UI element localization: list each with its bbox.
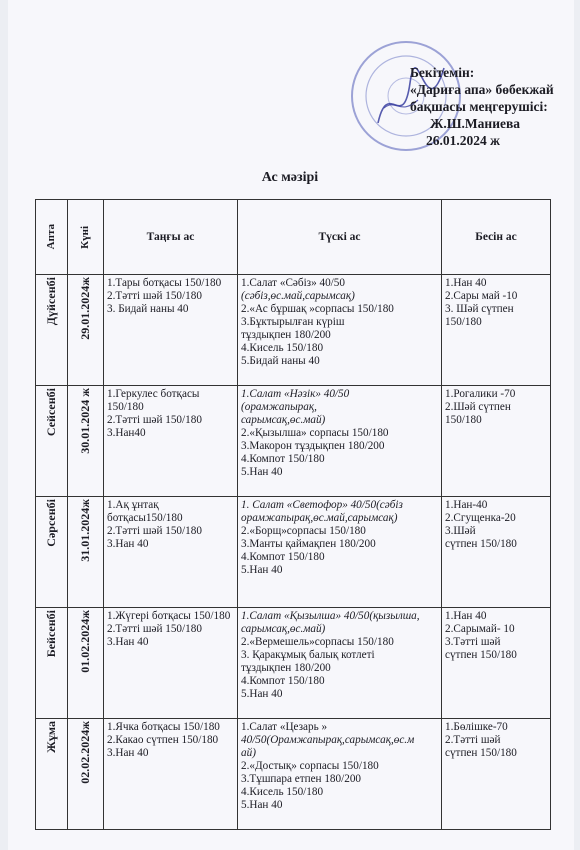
lunch-item: 4.Компот 150/180 [241, 453, 325, 465]
lunch-item: ай) [241, 747, 256, 759]
approval-line: 26.01.2024 ж [426, 133, 500, 148]
lunch-item: 3.Манты қаймақпен 180/200 [241, 538, 376, 550]
lunch-item: 2.«Қызылша» сорпасы 150/180 [241, 427, 389, 439]
approval-line: Ж.Ш.Маниева [430, 116, 521, 131]
breakfast-cell [104, 719, 238, 830]
snack-cell [442, 497, 551, 608]
lunch-item: 40/50(Орамжапырақ,сарымсақ,өс.м [241, 734, 415, 746]
snack-item: 1.Рогалики -70 [445, 388, 516, 400]
table-row [36, 275, 551, 386]
lunch-item: 1.Салат «Қызылша» 40/50(қызылша, [241, 610, 420, 622]
lunch-item: 3.Тұшпара етпен 180/200 [241, 773, 362, 785]
snack-item: 2.Сары май -10 [445, 290, 518, 302]
header-snack: Бесін ас [442, 200, 551, 275]
breakfast-item: 3.Нан 40 [107, 747, 149, 759]
breakfast-item: 1.Геркулес ботқасы 150/180 [107, 388, 200, 413]
snack-cell [442, 719, 551, 830]
lunch-item: 5.Нан 40 [241, 564, 283, 576]
lunch-item: 2.«Вермешель»сорпасы 150/180 [241, 636, 394, 648]
lunch-cell [238, 719, 442, 830]
lunch-item: тұздықпен 180/200 [241, 329, 331, 341]
lunch-item: 3. Қаракұмық балық котлеті [241, 649, 375, 661]
lunch-item: 4.Компот 150/180 [241, 551, 325, 563]
breakfast-cell [104, 386, 238, 497]
breakfast-cell [104, 497, 238, 608]
day-name-cell: Дүйсенбі [36, 275, 68, 386]
breakfast-item: 3.Нан 40 [107, 636, 149, 648]
menu-table [35, 199, 551, 830]
snack-item: сүтпен 150/180 [445, 649, 517, 661]
lunch-item: (орамжапырақ, [241, 401, 317, 413]
header-breakfast: Таңғы ас [104, 200, 238, 275]
breakfast-item: 2.Какао сүтпен 150/180 [107, 734, 219, 746]
lunch-cell [238, 608, 442, 719]
breakfast-item: 2.Тәтті шәй 150/180 [107, 525, 202, 537]
lunch-cell [238, 275, 442, 386]
lunch-item: сарымсақ,өс.май) [241, 623, 326, 635]
snack-item: 3.Шәй [445, 525, 476, 537]
breakfast-item: 1.Ячка ботқасы 150/180 [107, 721, 220, 733]
lunch-item: 4.Компот 150/180 [241, 675, 325, 687]
date-cell: 02.02.2024ж [68, 719, 104, 830]
approval-block [410, 64, 580, 149]
day-name-cell: Бейсенбі [36, 608, 68, 719]
snack-item: 1.Бөлішке-70 [445, 721, 508, 733]
lunch-cell [238, 497, 442, 608]
lunch-item: 5.Нан 40 [241, 799, 283, 811]
breakfast-item: 3.Нан40 [107, 427, 146, 439]
approval-line: «Дариға апа» бөбекжай [410, 82, 554, 97]
lunch-item: тұздықпен 180/200 [241, 662, 331, 674]
lunch-cell [238, 386, 442, 497]
snack-item: 3. Шәй сүтпен [445, 303, 514, 315]
breakfast-item: 3.Нан 40 [107, 538, 149, 550]
lunch-item: 4.Кисель 150/180 [241, 786, 324, 798]
lunch-item: 5.Нан 40 [241, 466, 283, 478]
breakfast-item: 2.Тәтті шәй 150/180 [107, 414, 202, 426]
breakfast-item: 3. Бидай наны 40 [107, 303, 189, 315]
breakfast-item: 1.Тары ботқасы 150/180 [107, 277, 222, 289]
table-row [36, 497, 551, 608]
lunch-item: 1.Салат «Сәбіз» 40/50 [241, 277, 345, 289]
snack-cell [442, 386, 551, 497]
snack-item: 1.Нан 40 [445, 610, 487, 622]
lunch-item: 5.Бидай наны 40 [241, 355, 320, 367]
breakfast-item: 2.Тәтті шәй 150/180 [107, 290, 202, 302]
snack-item: сүтпен 150/180 [445, 538, 517, 550]
snack-item: 2.Сарымай- 10 [445, 623, 515, 635]
snack-item: 2.Сгущенка-20 [445, 512, 516, 524]
breakfast-cell [104, 608, 238, 719]
snack-item: 2.Тәтті шәй [445, 734, 501, 746]
table-row [36, 608, 551, 719]
lunch-item: 1. Салат «Светофор» 40/50(сәбіз [241, 499, 403, 511]
table-row [36, 719, 551, 830]
approval-line: Бекітемін: [410, 65, 475, 80]
snack-cell [442, 275, 551, 386]
snack-item: 2.Шәй сүтпен [445, 401, 511, 413]
lunch-item: 1.Салат «Цезарь » [241, 721, 328, 733]
page-title: Ас мәзірі [261, 170, 319, 185]
snack-cell [442, 608, 551, 719]
lunch-item: 2.«Ас бұршақ »сорпасы 150/180 [241, 303, 394, 315]
lunch-item: 4.Кисель 150/180 [241, 342, 324, 354]
breakfast-item: 2.Тәтті шәй 150/180 [107, 623, 202, 635]
breakfast-item: 1.Ақ ұнтақ ботқасы150/180 [107, 499, 183, 524]
snack-item: 1.Нан-40 [445, 499, 488, 511]
table-row [36, 386, 551, 497]
lunch-item: 3.Бұктырылған күріш [241, 316, 345, 328]
lunch-item: 2.«Борщ»сорпасы 150/180 [241, 525, 366, 537]
lunch-item: 2.«Достық» сорпасы 150/180 [241, 760, 379, 772]
date-cell: 29.01.2024ж [68, 275, 104, 386]
lunch-item: (сәбіз,өс.май,сарымсақ) [241, 290, 355, 302]
lunch-item: 1.Салат «Нәзік» 40/50 [241, 388, 350, 400]
breakfast-cell [104, 275, 238, 386]
lunch-item: 5.Нан 40 [241, 688, 283, 700]
date-cell: 30.01.2024 ж [68, 386, 104, 497]
header-day: Күні [68, 200, 104, 275]
lunch-item: сарымсақ,өс.май) [241, 414, 326, 426]
lunch-item: 3.Макорон тұздықпен 180/200 [241, 440, 385, 452]
snack-item: 1.Нан 40 [445, 277, 487, 289]
day-name-cell: Жұма [36, 719, 68, 830]
day-name-cell: Сәрсенбі [36, 497, 68, 608]
approval-line: бақшасы меңгерушісі: [410, 99, 548, 114]
snack-item: сүтпен 150/180 [445, 747, 517, 759]
date-cell: 31.01.2024ж [68, 497, 104, 608]
lunch-item: орамжапырақ,өс.май,сарымсақ) [241, 512, 398, 524]
header-lunch: Түскі ас [238, 200, 442, 275]
header-week: Апта [36, 200, 68, 275]
snack-item: 3.Тәтті шәй [445, 636, 501, 648]
snack-item: 150/180 [445, 316, 482, 328]
date-cell: 01.02.2024ж [68, 608, 104, 719]
breakfast-item: 1.Жүгері ботқасы 150/180 [107, 610, 231, 622]
snack-item: 150/180 [445, 414, 482, 426]
day-name-cell: Сейсенбі [36, 386, 68, 497]
header-row [36, 200, 551, 275]
